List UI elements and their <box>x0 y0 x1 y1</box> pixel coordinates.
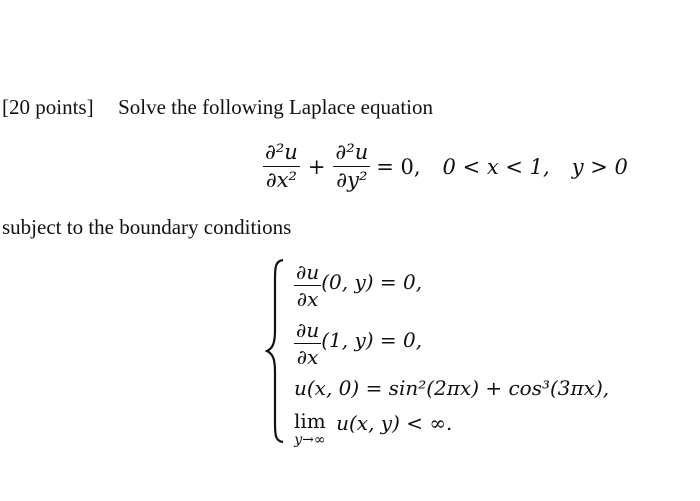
instruction-text: Solve the following Laplace equation <box>118 95 433 119</box>
fraction-numerator: ∂u <box>296 318 320 342</box>
left-brace-icon <box>264 258 286 444</box>
plus-sign: + <box>307 154 326 179</box>
limit-label: lim <box>294 409 326 433</box>
fraction-numerator: ∂²u <box>263 142 300 167</box>
limit-operator <box>294 411 326 447</box>
d2u-dy2-fraction <box>333 142 370 191</box>
fraction-numerator: ∂²u <box>333 142 370 167</box>
domain-y: y > 0 <box>571 154 628 179</box>
laplace-equation <box>263 142 628 191</box>
boundary-condition-2 <box>294 320 422 367</box>
boundary-condition-4 <box>294 411 452 447</box>
fraction-denominator: ∂x² <box>265 168 297 192</box>
problem-header <box>2 95 433 120</box>
du-dx-fraction <box>294 262 321 309</box>
boundary-condition-3: u(x, 0) = sin²(2πx) + cos³(3πx), <box>294 376 610 400</box>
fraction-numerator: ∂u <box>296 260 320 284</box>
limit-subscript: y→∞ <box>294 432 326 448</box>
bc4-rest: u(x, y) < ∞. <box>336 411 453 435</box>
bc1-rest: (0, y) = 0, <box>321 269 423 294</box>
equation-rhs: = 0, <box>376 154 421 179</box>
boundary-condition-1 <box>294 262 422 309</box>
fraction-denominator: ∂y² <box>336 168 368 192</box>
fraction-denominator: ∂x <box>296 287 319 311</box>
du-dx-fraction <box>294 320 321 367</box>
d2u-dx2-fraction <box>263 142 300 191</box>
domain-x: 0 < x < 1, <box>442 154 550 179</box>
points-label: [20 points] <box>2 95 94 119</box>
fraction-denominator: ∂x <box>296 345 319 369</box>
bc-intro-text: subject to the boundary conditions <box>2 215 292 239</box>
bc2-rest: (1, y) = 0, <box>321 327 423 352</box>
